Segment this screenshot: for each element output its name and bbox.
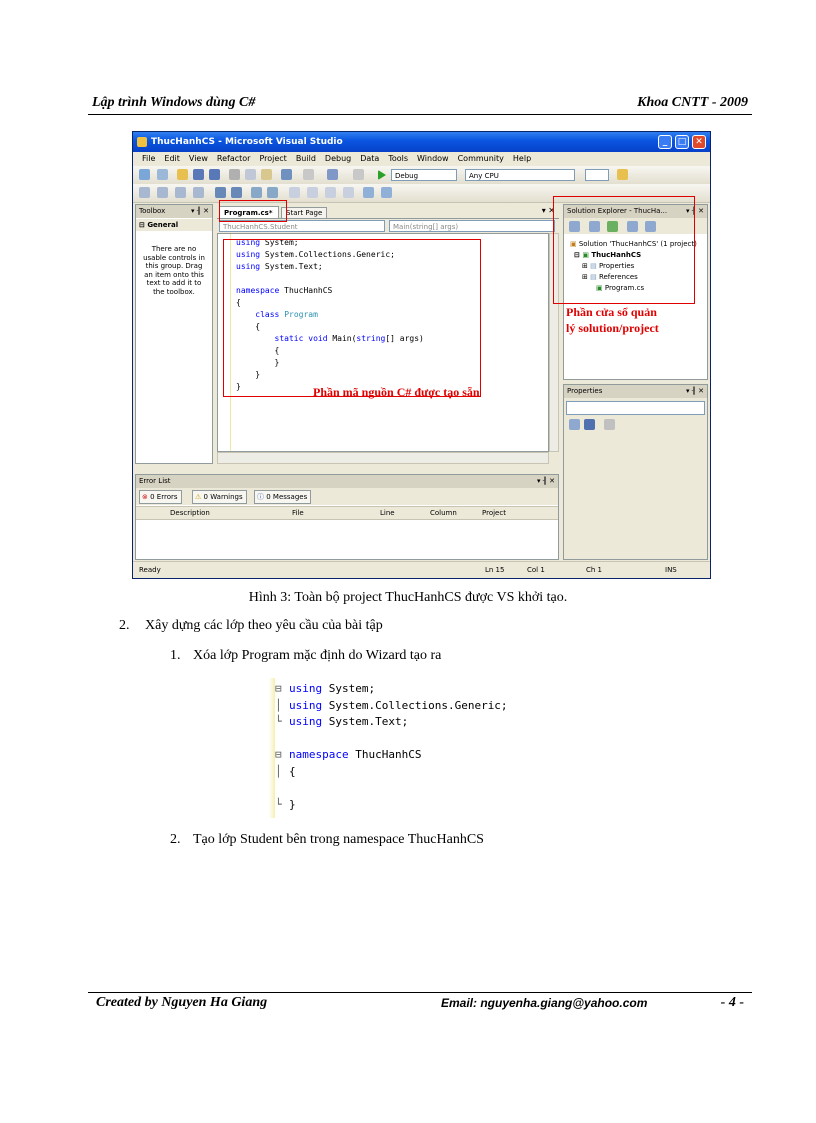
pin-icon[interactable]: ▾ ╢ ✕ xyxy=(190,207,209,215)
sublist-item-1-text: Xóa lớp Program mặc định do Wizard tạo ra xyxy=(193,648,442,663)
menu-item-debug[interactable]: Debug xyxy=(324,154,352,163)
col-description[interactable]: Description xyxy=(170,509,210,517)
properties-object-combo[interactable] xyxy=(566,401,705,415)
code-token: { xyxy=(236,346,280,355)
editor-close-icon[interactable]: ▾ ✕ xyxy=(541,206,555,215)
warnings-label: 0 Warnings xyxy=(203,493,243,501)
status-ins: INS xyxy=(665,566,677,574)
folder-icon: ▤ xyxy=(590,262,599,270)
snippet-kw-using-3: using xyxy=(289,715,323,728)
snippet-open-brace: { xyxy=(289,764,296,778)
add-item-icon[interactable] xyxy=(157,169,168,180)
toolbox-empty-text: There are no usable controls in this group. Drag an item onto this text to add it to the toolbox. xyxy=(143,245,205,296)
status-ready: Ready xyxy=(139,566,161,574)
toolbox-panel xyxy=(135,204,213,464)
find-icon[interactable] xyxy=(353,169,364,180)
code-highlight-box xyxy=(223,239,481,397)
snippet-kw-namespace: namespace xyxy=(289,748,349,761)
footer-email: Email: nguyenha.giang@yahoo.com xyxy=(441,996,648,1010)
sublist-item-2-text: Tạo lớp Student bên trong namespace ThucHanhCS xyxy=(193,832,484,847)
messages-label: 0 Messages xyxy=(266,493,308,501)
clear-bookmark-icon[interactable] xyxy=(343,187,354,198)
find-combo[interactable] xyxy=(585,169,609,181)
figure-caption: Hình 3: Toàn bộ project ThucHanhCS được VS khởi tạo. xyxy=(248,590,568,605)
copy-icon[interactable] xyxy=(245,169,256,180)
code-token: Main( xyxy=(327,334,357,343)
el-pin-icon[interactable]: ▾ ╢ ✕ xyxy=(536,477,555,485)
toolbox-title: Toolbox xyxy=(139,207,166,215)
footer-rule xyxy=(88,992,752,993)
toolbar-icon-1[interactable] xyxy=(139,187,150,198)
se-program-label: Program.cs xyxy=(604,284,645,292)
snippet-line-3: System.Text; xyxy=(322,715,409,728)
menu-item-file[interactable]: File xyxy=(142,154,156,163)
expand-plus-icon: ⊞ xyxy=(582,273,591,281)
code-token: [] args) xyxy=(385,334,424,343)
code-token: } xyxy=(236,358,280,367)
error-list-header xyxy=(136,475,558,488)
solution-explorer-title: Solution Explorer - ThucHa... xyxy=(567,207,668,215)
list-item-2-text: Xây dựng các lớp theo yêu cầu của bài tập xyxy=(145,618,383,633)
toolbar-icon-6[interactable] xyxy=(381,187,392,198)
open-icon[interactable] xyxy=(177,169,188,180)
config-combo[interactable]: Debug xyxy=(391,169,457,181)
col-column[interactable]: Column xyxy=(430,509,457,517)
navigate-icon[interactable] xyxy=(327,169,338,180)
error-list-columns xyxy=(136,506,558,520)
solution-explorer-icon[interactable] xyxy=(617,169,628,180)
properties-header xyxy=(564,385,707,398)
errors-label: 0 Errors xyxy=(150,493,178,501)
member-combo[interactable]: Main(string[] args) xyxy=(389,220,555,232)
solution-icon: ▣ xyxy=(570,240,579,248)
minimize-icon[interactable]: _ xyxy=(658,135,672,149)
code-token: static void xyxy=(236,334,328,343)
header-title-left: Lập trình Windows dùng C# xyxy=(92,95,256,110)
next-bookmark-icon[interactable] xyxy=(325,187,336,198)
code-token: string xyxy=(356,334,386,343)
prev-bookmark-icon[interactable] xyxy=(307,187,318,198)
solution-annotation-line2: lý solution/project xyxy=(566,321,659,335)
new-project-icon[interactable] xyxy=(139,169,150,180)
properties-title: Properties xyxy=(567,387,603,395)
close-icon[interactable]: ✕ xyxy=(692,135,706,149)
properties-panel xyxy=(563,384,708,560)
code-token: using xyxy=(236,262,261,271)
indent-icon[interactable] xyxy=(215,187,226,198)
col-project[interactable]: Project xyxy=(482,509,506,517)
code-token: ThucHanhCS xyxy=(279,286,333,295)
vs-app-icon xyxy=(137,137,147,147)
solution-highlight-box xyxy=(553,196,695,304)
vs-menubar xyxy=(133,152,710,166)
undo-icon[interactable] xyxy=(281,169,292,180)
tab-highlight-box xyxy=(219,200,287,222)
snippet-close-brace: } xyxy=(289,797,296,811)
vs-titlebar xyxy=(133,132,710,152)
prop-pin-icon[interactable]: ▾ ╢ ✕ xyxy=(685,387,704,395)
code-token: { xyxy=(236,298,241,307)
header-rule xyxy=(88,114,752,115)
comment-icon[interactable] xyxy=(251,187,262,198)
snippet-code-lines xyxy=(289,681,508,813)
solution-annotation-line1: Phần cửa sổ quản xyxy=(566,305,657,319)
messages-button[interactable] xyxy=(254,490,311,504)
vs-screenshot xyxy=(132,131,711,579)
error-list-title: Error List xyxy=(139,477,171,485)
save-icon[interactable] xyxy=(193,169,204,180)
tab-program-cs[interactable]: Program.cs* xyxy=(219,206,279,218)
toolbar-icon-3[interactable] xyxy=(175,187,186,198)
collapse-icon: ⊟ xyxy=(139,221,148,229)
status-ln: Ln 15 xyxy=(485,566,505,574)
toolbar-icon-2[interactable] xyxy=(157,187,168,198)
property-pages-icon[interactable] xyxy=(604,419,615,430)
snippet-line-5: ThucHanhCS xyxy=(348,748,422,761)
code-token: namespace xyxy=(236,286,280,295)
toolbox-group-general[interactable] xyxy=(136,219,212,231)
menu-item-refactor[interactable]: Refactor xyxy=(216,154,251,163)
snippet-kw-using-2: using xyxy=(289,698,323,712)
redo-icon[interactable] xyxy=(303,169,314,180)
warning-icon: ⚠ xyxy=(195,493,202,501)
error-list-toolbar xyxy=(136,488,558,505)
se-references-label: References xyxy=(598,273,638,281)
se-pin-icon[interactable]: ▾ ╢ ✕ xyxy=(685,207,704,215)
start-debug-icon[interactable] xyxy=(378,170,386,180)
code-token: Program xyxy=(284,310,318,319)
code-token: System.Collections.Generic; xyxy=(260,250,395,259)
bookmark-icon[interactable] xyxy=(289,187,300,198)
error-list-panel xyxy=(135,474,559,560)
menu-item-project[interactable]: Project xyxy=(259,154,287,163)
page-number: - 4 - xyxy=(720,995,744,1010)
horizontal-scrollbar[interactable] xyxy=(217,452,549,464)
maximize-icon[interactable]: □ xyxy=(675,135,689,149)
code-token: using xyxy=(236,238,261,247)
col-line[interactable]: Line xyxy=(380,509,395,517)
toolbar-icon-4[interactable] xyxy=(193,187,204,198)
code-snippet xyxy=(261,678,561,818)
menu-item-window[interactable]: Window xyxy=(417,154,449,163)
menu-item-view[interactable]: View xyxy=(188,154,208,163)
se-project-label: ThucHanhCS xyxy=(591,251,642,259)
alphabetical-icon[interactable] xyxy=(584,419,595,430)
uncomment-icon[interactable] xyxy=(267,187,278,198)
outdent-icon[interactable] xyxy=(231,187,242,198)
code-token: using xyxy=(236,250,261,259)
status-col: Col 1 xyxy=(527,566,545,574)
code-token: System.Text; xyxy=(260,262,323,271)
menu-item-tools[interactable]: Tools xyxy=(388,154,409,163)
expand-minus-icon: ⊟ xyxy=(574,251,583,259)
paste-icon[interactable] xyxy=(261,169,272,180)
class-combo[interactable]: ThucHanhCS.Student xyxy=(219,220,385,232)
col-file[interactable]: File xyxy=(292,509,304,517)
categorized-icon[interactable] xyxy=(569,419,580,430)
code-token: System; xyxy=(260,238,299,247)
toolbox-group-label: General xyxy=(147,221,179,229)
code-token: class xyxy=(236,310,280,319)
cs-file-icon: ▣ xyxy=(596,284,605,292)
code-token: { xyxy=(236,322,261,331)
menu-item-edit[interactable]: Edit xyxy=(164,154,180,163)
info-icon: ⓘ xyxy=(257,493,264,501)
menu-item-community[interactable]: Community xyxy=(457,154,504,163)
platform-combo[interactable]: Any CPU xyxy=(465,169,575,181)
toolbar-icon-5[interactable] xyxy=(363,187,374,198)
save-all-icon[interactable] xyxy=(209,169,220,180)
cut-icon[interactable] xyxy=(229,169,240,180)
menu-item-data[interactable]: Data xyxy=(360,154,380,163)
error-icon: ⊗ xyxy=(142,493,148,501)
snippet-outline-glyphs: ⊟ │ └ ⊟ │ └ xyxy=(275,682,282,811)
errors-button[interactable] xyxy=(139,490,182,504)
toolbox-header xyxy=(136,205,212,218)
expand-plus-icon: ⊞ xyxy=(582,262,591,270)
code-token: } xyxy=(236,382,241,391)
warnings-button[interactable] xyxy=(192,490,247,504)
menu-item-help[interactable]: Help xyxy=(512,154,532,163)
se-properties-label: Properties xyxy=(598,262,635,270)
list-item-2-number: 2. xyxy=(119,618,130,633)
menu-item-build[interactable]: Build xyxy=(295,154,316,163)
vs-toolbar-standard xyxy=(133,166,710,185)
footer-author: Created by Nguyen Ha Giang xyxy=(96,995,268,1010)
sublist-item-1-number: 1. xyxy=(170,648,181,663)
sublist-item-2-number: 2. xyxy=(170,832,181,847)
vs-title: ThucHanhCS - Microsoft Visual Studio xyxy=(151,137,343,147)
tab-start-page[interactable]: Start Page xyxy=(281,207,327,218)
vs-statusbar xyxy=(133,561,710,578)
header-title-right: Khoa CNTT - 2009 xyxy=(637,95,748,110)
snippet-kw-using-1: using xyxy=(289,682,323,695)
se-solution-label: Solution 'ThucHanhCS' (1 project) xyxy=(578,240,697,248)
references-icon: ▤ xyxy=(590,273,599,281)
project-icon: ▣ xyxy=(582,251,592,259)
code-annotation: Phần mã nguồn C# được tạo sẵn xyxy=(313,385,480,399)
code-token: } xyxy=(236,370,261,379)
status-ch: Ch 1 xyxy=(586,566,603,574)
snippet-line-1: System; xyxy=(322,682,376,695)
snippet-line-2: System.Collections.Generic; xyxy=(322,698,508,712)
